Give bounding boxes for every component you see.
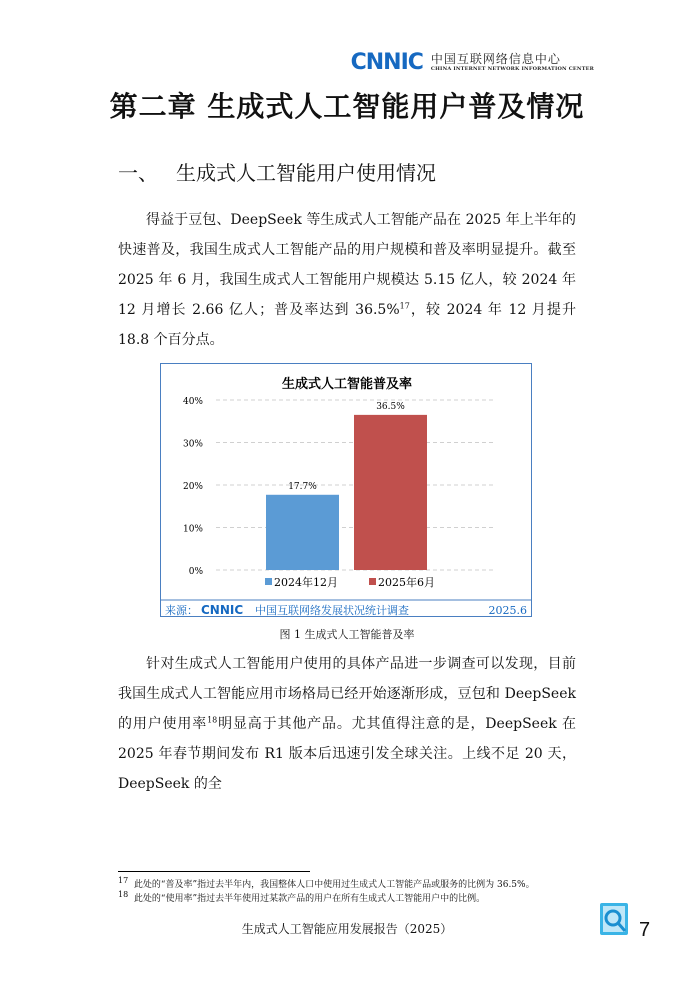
legend-label: 2024年12月 (274, 576, 338, 589)
magnifier-e-icon (600, 903, 628, 935)
legend-swatch (369, 578, 376, 585)
footnote-divider (118, 871, 310, 872)
page-number: 7 (639, 919, 651, 941)
figure-caption: 图 1 生成式人工智能普及率 (279, 628, 415, 641)
chapter-title: 第二章 生成式人工智能用户普及情况 (109, 90, 585, 123)
cnnic-logo (351, 50, 594, 75)
footnote-18 (118, 892, 583, 906)
paragraph-text: ，较 2024 年 12 月提升 18.8 个百分点。 (118, 302, 576, 348)
footnote-number: 18 (118, 890, 129, 899)
paragraph-text: 得益于豆包、DeepSeek 等生成式人工智能产品在 2025 年上半年的快速普及，我国生成式人工智能产品的用户规模和普及率明显提升。截至 2025 年 6 月，我国生成式人工智能用户规模达 5.15 亿人，较 2024 年 12 月增长 2.66 亿人；普及率达到 36.5% (118, 212, 576, 318)
paragraph-text: 针对生成式人工智能用户使用的具体产品进一步调查可以发现，目前我国生成式人工智能应用市场格局已经开始逐渐形成，豆包和 DeepSeek 的用户使用率 (118, 656, 576, 732)
footnote-text: 此处的“普及率”指过去半年内，我国整体人口中使用过生成式人工智能产品或服务的比例为 36.5%。 (133, 880, 535, 890)
section-heading (118, 159, 694, 187)
bar-2 (354, 415, 427, 570)
footnote-number: 17 (118, 876, 129, 885)
y-tick-label: 10% (182, 524, 203, 535)
source-logo: CNNIC (201, 603, 244, 617)
logo-en-text: CHINA INTERNET NETWORK INFORMATION CENTER (430, 66, 594, 72)
section-title: 生成式人工智能用户使用情况 (176, 161, 436, 185)
footnote-ref[interactable]: 18 (207, 715, 218, 725)
footnote-text: 此处的“使用率”指过去半年使用过某款产品的用户在所有生成式人工智能用户中的比例。 (133, 894, 486, 904)
footnote-17 (118, 878, 583, 892)
data-label: 36.5% (376, 401, 405, 412)
footnote-ref[interactable]: 17 (399, 301, 410, 311)
legend-label: 2025年6月 (378, 576, 435, 589)
chart-svg (161, 364, 532, 617)
section-number: 一、 (118, 161, 158, 185)
penetration-rate-chart (160, 363, 532, 617)
chart-date: 2025.6 (488, 604, 527, 617)
paragraph-1 (118, 205, 576, 355)
bar-1 (266, 495, 339, 570)
page-footer: 生成式人工智能应用发展报告（2025） (241, 922, 453, 936)
y-tick-label: 0% (188, 567, 203, 577)
legend-swatch (265, 578, 272, 585)
source-text: 中国互联网络发展状况统计调查 (255, 604, 409, 617)
paragraph-text: 明显高于其他产品。尤其值得注意的是，DeepSeek 在 2025 年春节期间发布 R1 版本后迅速引发全球关注。上线不足 20 天，DeepSeek 的全 (118, 716, 577, 792)
y-tick-label: 20% (182, 482, 203, 492)
data-label: 17.7% (288, 481, 317, 492)
paragraph-2 (118, 649, 576, 799)
y-tick-label: 30% (182, 439, 203, 450)
chart-title: 生成式人工智能普及率 (281, 377, 413, 392)
y-tick-label: 40% (182, 397, 203, 407)
logo-mark: CNNIC (350, 50, 423, 75)
spacer (0, 799, 694, 871)
source-label: 来源： (165, 604, 198, 617)
logo-cn-text: 中国互联网络信息中心 (430, 52, 561, 66)
